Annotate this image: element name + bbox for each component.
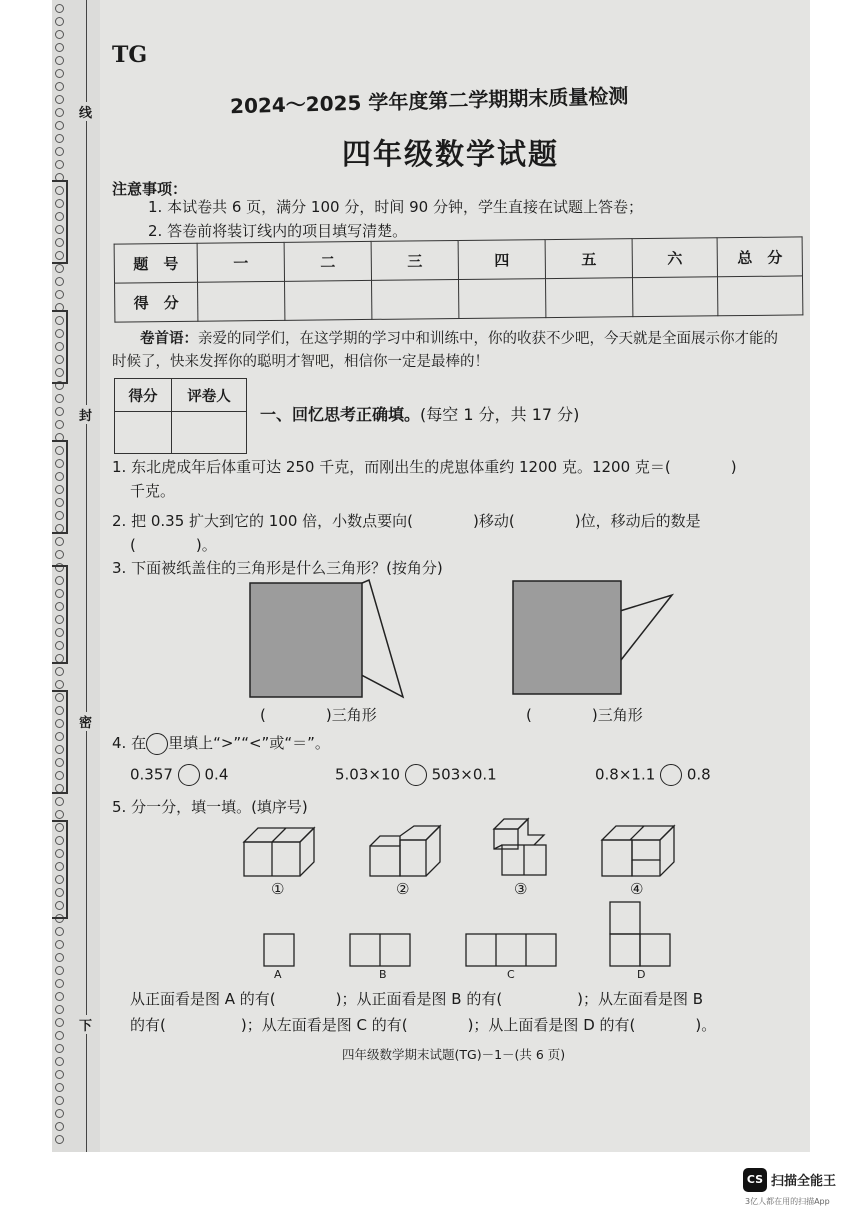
view-label: B [379,968,387,981]
binding-hole [55,537,64,546]
compare-circle-input[interactable] [405,764,427,786]
compare-item [595,764,711,786]
question-5-fill-line-1: 从正面看是图 A 的有( )；从正面看是图 B 的有( )；从左面看是图 B [130,990,704,1008]
score-cell[interactable] [545,278,632,318]
solid-label: ② [396,880,410,898]
preface [112,328,792,374]
binding-hole [55,160,64,169]
section1-note: (每空 1 分，共 17 分) [420,405,580,424]
cube-solid-4 [600,824,690,880]
score-header-cell: 二 [284,241,371,281]
binding-hole [55,940,64,949]
score-cell[interactable] [717,276,802,316]
binding-hole [55,992,64,1001]
score-row-label: 得 分 [115,282,198,322]
binding-hole [55,1083,64,1092]
score-header-cell: 题 号 [114,243,197,283]
binding-field [52,690,68,794]
binding-hole [55,1018,64,1027]
binding-hole [55,810,64,819]
binding-line [86,0,87,1152]
binding-hole [55,1057,64,1066]
binding-hole [55,290,64,299]
compare-right: 503×0.1 [431,765,497,784]
binding-field [52,310,68,384]
view-a [262,932,302,970]
exam-sheet [52,0,810,1152]
notes-heading: 注意事项： [112,180,188,198]
score-cell[interactable] [198,281,285,321]
binding-hole [55,1070,64,1079]
question-4-prefix: 4. 在 [112,734,147,752]
view-label: D [637,968,646,981]
binding-hole [55,43,64,52]
compare-item [335,764,497,786]
binding-mark: 下 [79,1015,92,1034]
binding-hole [55,277,64,286]
paper-cover-1 [250,583,362,697]
compare-item [130,764,228,786]
question-5-fill-line-2: 的有( )；从左面看是图 C 的有( )；从上面看是图 D 的有( )。 [130,1016,717,1034]
binding-hole [55,264,64,273]
binding-hole [55,30,64,39]
page-footer: 四年级数学期末试题(TG)－1－(共 6 页) [342,1047,566,1062]
question-4 [112,732,330,755]
question-3-answer-2: ( )三角形 [526,706,643,724]
section1-title: 一、回忆思考正确填。 [260,405,421,424]
grader-score-header: 得分 [115,379,172,412]
question-3: 3. 下面被纸盖住的三角形是什么三角形？(按角分) [112,559,443,577]
binding-hole [55,1135,64,1144]
binding-hole [55,82,64,91]
compare-circle-input[interactable] [178,764,200,786]
binding-hole [55,134,64,143]
score-header-cell: 三 [371,241,458,281]
view-b [348,932,414,970]
binding-hole [55,69,64,78]
score-header-cell: 四 [458,240,545,280]
binding-hole [55,979,64,988]
score-cell[interactable] [459,279,546,319]
question-1: 1. 东北虎成年后体重可达 250 千克，而刚出生的虎崽体重约 1200 克。1200 克＝( ) [112,458,737,476]
scanner-name: 扫描全能王 [771,1174,837,1189]
compare-right: 0.8 [686,765,711,784]
paper-title: 四年级数学试题 [342,137,560,171]
binding-mark: 密 [79,712,92,731]
covered-triangle-figure-2 [507,575,687,705]
binding-hole [55,550,64,559]
binding-hole [55,1109,64,1118]
compare-left: 0.357 [130,765,173,784]
score-header-cell: 五 [545,239,632,279]
cube-solid-1 [242,824,322,880]
preface-label: 卷首语： [140,331,198,347]
score-cell[interactable] [632,277,717,317]
binding-hole [55,966,64,975]
binding-field [52,440,68,534]
binding-hole [55,927,64,936]
score-header-cell: 总 分 [717,237,802,277]
binding-hole [55,56,64,65]
binding-hole [55,667,64,676]
binding-hole [55,1031,64,1040]
binding-hole [55,4,64,13]
section1-heading [260,402,579,425]
compare-right: 0.4 [204,765,229,784]
compare-left: 5.03×10 [335,765,401,784]
binding-hole [55,147,64,156]
binding-hole [55,1096,64,1105]
binding-hole [55,797,64,806]
view-label: C [507,968,515,981]
cube-solid-3 [490,815,560,880]
view-label: A [274,968,282,981]
grader-name-cell[interactable] [172,412,247,454]
binding-hole [55,420,64,429]
binding-hole [55,1122,64,1131]
question-2: 2. 把 0.35 扩大到它的 100 倍，小数点要向( )移动( )位，移动后的数是 [112,512,701,530]
version-tag: TG [112,42,148,68]
cube-solid-2 [368,824,448,880]
compare-left: 0.8×1.1 [595,765,656,784]
binding-mark: 封 [79,405,92,424]
grader-name-header: 评卷人 [172,379,247,412]
compare-circle-icon [146,733,168,755]
binding-hole [55,407,64,416]
binding-margin [52,0,100,1152]
score-cell[interactable] [372,280,459,320]
binding-hole [55,17,64,26]
binding-hole [55,394,64,403]
question-4-suffix: 里填上“>”“<”或“＝”。 [168,734,330,752]
solid-label: ① [271,880,285,898]
term-title: 2024～2025 学年度第二学期期末质量检测 [229,83,629,119]
binding-field [52,565,68,664]
binding-mark: 线 [79,102,92,121]
view-d [608,900,678,970]
note-item: 2. 答卷前将装订线内的项目填写清楚。 [148,222,408,240]
compare-circle-input[interactable] [660,764,682,786]
score-table [114,236,804,322]
score-header-cell: 一 [197,242,284,282]
grader-score-cell[interactable] [115,412,172,454]
binding-hole [55,1044,64,1053]
question-5: 5. 分一分，填一填。(填序号) [112,798,308,816]
scanner-tagline: 3亿人都在用的扫描App [745,1197,830,1206]
binding-field [52,820,68,919]
binding-field [52,180,68,264]
note-item: 1. 本试卷共 6 页，满分 100 分，时间 90 分钟，学生直接在试题上答卷； [148,198,643,216]
view-c [464,932,560,970]
question-3-answer-1: ( )三角形 [260,706,377,724]
question-1-cont: 千克。 [130,482,176,500]
binding-hole [55,108,64,117]
question-2-cont: ( )。 [130,536,217,554]
score-cell[interactable] [285,280,372,320]
preface-text: 亲爱的同学们，在这学期的学习中和训练中，你的收获不少吧，今天就是全面展示你才能的时候了，快来发挥你的聪明才智吧，相信你一定是最棒的！ [112,331,778,370]
binding-hole [55,121,64,130]
solid-label: ④ [630,880,644,898]
binding-hole [55,953,64,962]
binding-hole [55,1005,64,1014]
covered-triangle-figure-1 [242,575,412,705]
paper-cover-2 [513,581,621,694]
score-header-cell: 六 [632,238,717,278]
solid-label: ③ [514,880,528,898]
scanner-logo-icon: CS [743,1168,767,1192]
binding-hole [55,95,64,104]
binding-hole [55,680,64,689]
grader-table [114,378,247,454]
